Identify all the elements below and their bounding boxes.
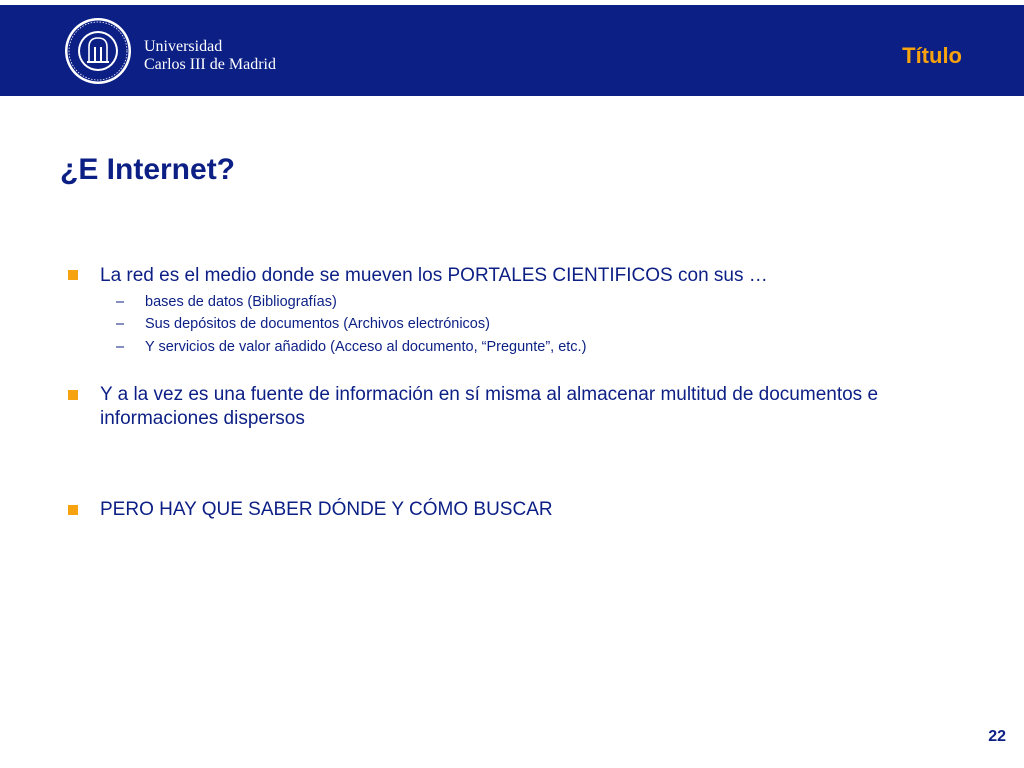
section-title: Título xyxy=(902,43,962,68)
dash-marker: – xyxy=(116,316,125,332)
sub-item: bases de datos (Bibliografías) xyxy=(145,294,337,310)
bullet-item: PERO HAY QUE SABER DÓNDE Y CÓMO BUSCAR xyxy=(100,499,553,520)
bullet-item: La red es el medio donde se mueven los PORTALES CIENTIFICOS con sus … xyxy=(100,265,768,286)
slide-title: ¿E Internet? xyxy=(60,153,236,186)
square-bullet-icon xyxy=(68,505,78,515)
dash-marker: – xyxy=(116,339,125,355)
university-seal-icon xyxy=(64,17,132,85)
page-number: 22 xyxy=(988,728,1006,745)
university-name-line-2: Carlos III de Madrid xyxy=(144,56,276,73)
dash-marker: – xyxy=(116,294,125,310)
sub-item: Y servicios de valor añadido (Acceso al documento, “Pregunte”, etc.) xyxy=(145,339,587,355)
square-bullet-icon xyxy=(68,270,78,280)
square-bullet-icon xyxy=(68,390,78,400)
university-name-line-1: Universidad xyxy=(144,38,223,55)
bullet-item: Y a la vez es una fuente de información en sí misma al almacenar multitud de documentos e informaciones dispersos xyxy=(100,384,879,429)
sub-item: Sus depósitos de documentos (Archivos electrónicos) xyxy=(145,316,490,332)
university-name xyxy=(144,38,276,74)
header-bar xyxy=(0,5,1024,96)
